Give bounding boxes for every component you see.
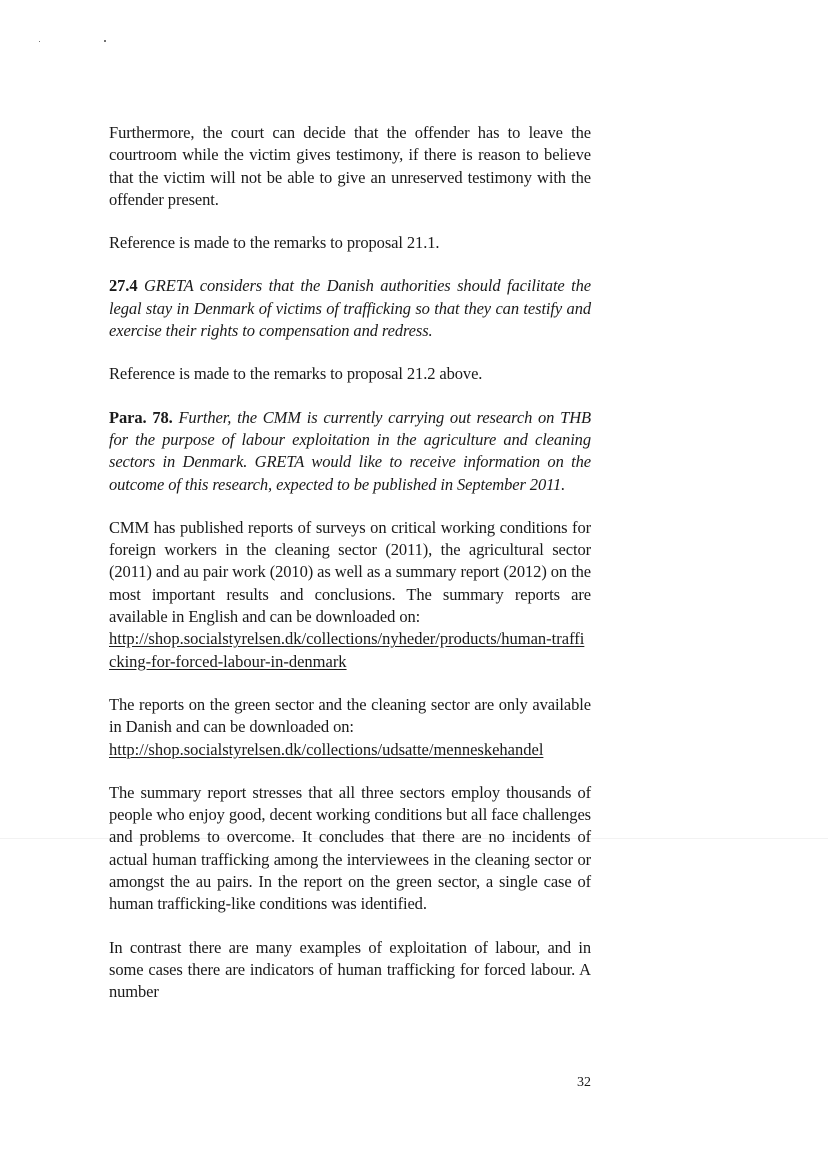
paragraph-danish-reports: The reports on the green sector and the cleaning sector are only available in Danish and can be downloaded on:	[109, 694, 591, 737]
paragraph-para-78	[109, 407, 591, 496]
document-body	[109, 122, 591, 1004]
scan-speck	[104, 40, 106, 42]
paragraph-exploitation: In contrast there are many examples of exploitation of labour, and in some cases there are indicators of human trafficking for forced labour. A number	[109, 937, 591, 1002]
paragraph-cmm-reports: CMM has published reports of surveys on critical working conditions for foreign workers in the cleaning sector (2011), the agricultural sector (2011) and au pair work (2010) as well as a summary report (2012) on the most important results and conclusions. The summary reports are available in English and can be downloaded on:	[109, 517, 591, 627]
proposal-text: GRETA considers that the Danish authorities should facilitate the legal stay in Denmark of victims of trafficking so that they can testify and exercise their rights to compensation and redress.	[109, 276, 591, 341]
link-english-reports[interactable]: http://shop.socialstyrelsen.dk/collections/nyheder/products/human-trafficking-for-forced-labour-in-denmark	[109, 629, 585, 671]
paragraph-greta-27-4	[109, 275, 591, 342]
link-danish-reports[interactable]: http://shop.socialstyrelsen.dk/collections/udsatte/menneskehandel	[109, 739, 544, 759]
paragraph-court-testimony: Furthermore, the court can decide that the offender has to leave the courtroom while the victim gives testimony, if there is reason to believe that the victim will not be able to give an unreserved testimony with the offender present.	[109, 123, 591, 209]
page-number: 32	[577, 1075, 591, 1090]
scan-speck	[39, 41, 40, 42]
paragraph-reference-21-2: Reference is made to the remarks to proposal 21.2 above.	[109, 364, 483, 384]
paragraph-summary-report: The summary report stresses that all three sectors employ thousands of people who enjoy good, decent working conditions but all face challenges and problems to overcome. It concludes that there are no incidents of actual human trafficking among the interviewees in the cleaning sector or amongst the au pairs. In the report on the green sector, a single case of human trafficking-like conditions was identified.	[109, 782, 591, 914]
para-number: Para. 78.	[109, 407, 173, 427]
para-text: Further, the CMM is currently carrying out research on THB for the purpose of labour exploitation in the agriculture and cleaning sectors in Denmark. GRETA would like to receive information on the outcome of this research, expected to be published in September 2011.	[109, 407, 591, 494]
paragraph-reference-21-1: Reference is made to the remarks to proposal 21.1.	[109, 233, 440, 253]
proposal-number: 27.4	[109, 276, 138, 296]
